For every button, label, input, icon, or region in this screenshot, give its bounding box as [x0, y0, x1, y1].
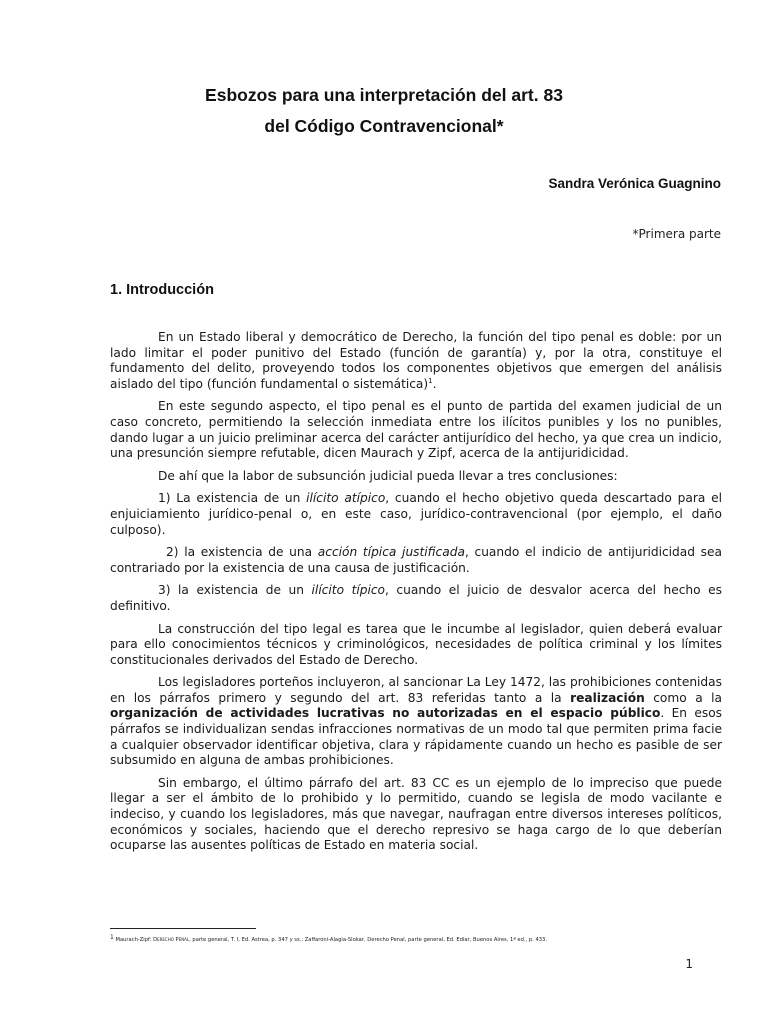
title-line-2: del Código Contravencional* [264, 116, 504, 136]
author-name: Sandra Verónica Guagnino [548, 176, 721, 191]
footnote-number: 1 [110, 934, 114, 941]
body-text [110, 330, 722, 861]
paragraph-4: 1) La existencia de un ilícito atípico, cuando el hecho objetivo queda descartado para el enjuiciamiento jurídico-penal o, en este caso, jurídico-contravencional (por ejemplo, el daño culposo). [110, 491, 722, 537]
paragraph-7: La construcción del tipo legal es tarea que le incumbe al legislador, quien deberá evaluar para ello conocimientos técnicos y criminológicos, necesidades de política criminal y los límites constitucionales derivados del Estado de Derecho. [110, 621, 722, 667]
footnote-reference[interactable]: 1 [428, 376, 433, 385]
footnote-divider [110, 928, 256, 929]
page-number: 1 [685, 957, 693, 971]
bold-term: organización de actividades lucrativas no autorizadas en el espacio público [110, 706, 661, 721]
paragraph-2: En este segundo aspecto, el tipo penal es el punto de partida del examen judicial de un caso concreto, permitiendo la selección inmediata entre los ilícitos punibles y los no punibles, dando lugar a un juicio preliminar acerca del carácter antijurídico del hecho, ya que crea un indicio, una presunción siempre refutable, dicen Maurach y Zipf, acerca de la antijuridicidad. [110, 399, 722, 461]
emphasis-term: ilícito atípico [306, 491, 386, 506]
part-note: *Primera parte [632, 227, 721, 241]
paragraph-1: En un Estado liberal y democrático de Derecho, la función del tipo penal es doble: por un lado limitar el poder punitivo del Estado (función de garantía) y, por la otra, constituye el fundamento del delito, proveyendo todos los componentes objetivos que emergen del análisis aislado del tipo (función fundamental o sistemática)$^1$. [110, 330, 722, 391]
paragraph-9: Sin embargo, el último párrafo del art. 83 CC es un ejemplo de lo impreciso que puede llegar a ser el ámbito de lo prohibido y lo permitido, cuando se legisla de modo vacilante e indeciso, y cuando los legisladores, más que navegar, naufragan entre diversos intereses políticos, económicos y sociales, haciendo que el derecho represivo se haga cargo de lo que deberían ocuparse las ausentes políticas de Estado en materia social. [110, 775, 722, 853]
title-line-1: Esbozos para una interpretación del art. 83 [205, 85, 563, 105]
paragraph-3: De ahí que la labor de subsunción judicial pueda llevar a tres conclusiones: [158, 468, 618, 483]
paragraph-8: Los legisladores porteños incluyeron, al sancionar La Ley 1472, las prohibiciones contenidas en los párrafos primero y segundo del art. 83 referidas tanto a la realización como a la organización de actividades lucrativas no autorizadas en el espacio público. En esos párrafos se individualizan sendas infracciones normativas de un modo tal que permiten prima facie a cualquier observador identificar objetiva, clara y rápidamente cuando un hecho es pasible de ser subsumido en alguna de ambas prohibiciones. [110, 675, 723, 768]
emphasis-term: ilícito típico [311, 583, 386, 598]
emphasis-term: acción típica justificada [317, 545, 465, 560]
bold-term: realización [570, 690, 645, 705]
document-title [0, 80, 768, 142]
paragraph-5: 2) la existencia de una acción típica justificada, cuando el indicio de antijuridicidad sea contrariado por la existencia de una causa de justificación. [110, 545, 723, 575]
paragraph-6: 3) la existencia de un ilícito típico, cuando el juicio de desvalor acerca del hecho es definitivo. [110, 583, 722, 613]
footnote: $^1$ Maurach-Zipf: Derecho Penal, parte general, T. I, Ed. Astrea, p. 347 y ss.; Zaffaroni-Alagia-Slokar, Derecho Penal, parte general, Ed. Ediar, Buenos Aires, 1ª ed., p. 433. [110, 934, 547, 943]
section-heading: 1. Introducción [110, 282, 214, 298]
